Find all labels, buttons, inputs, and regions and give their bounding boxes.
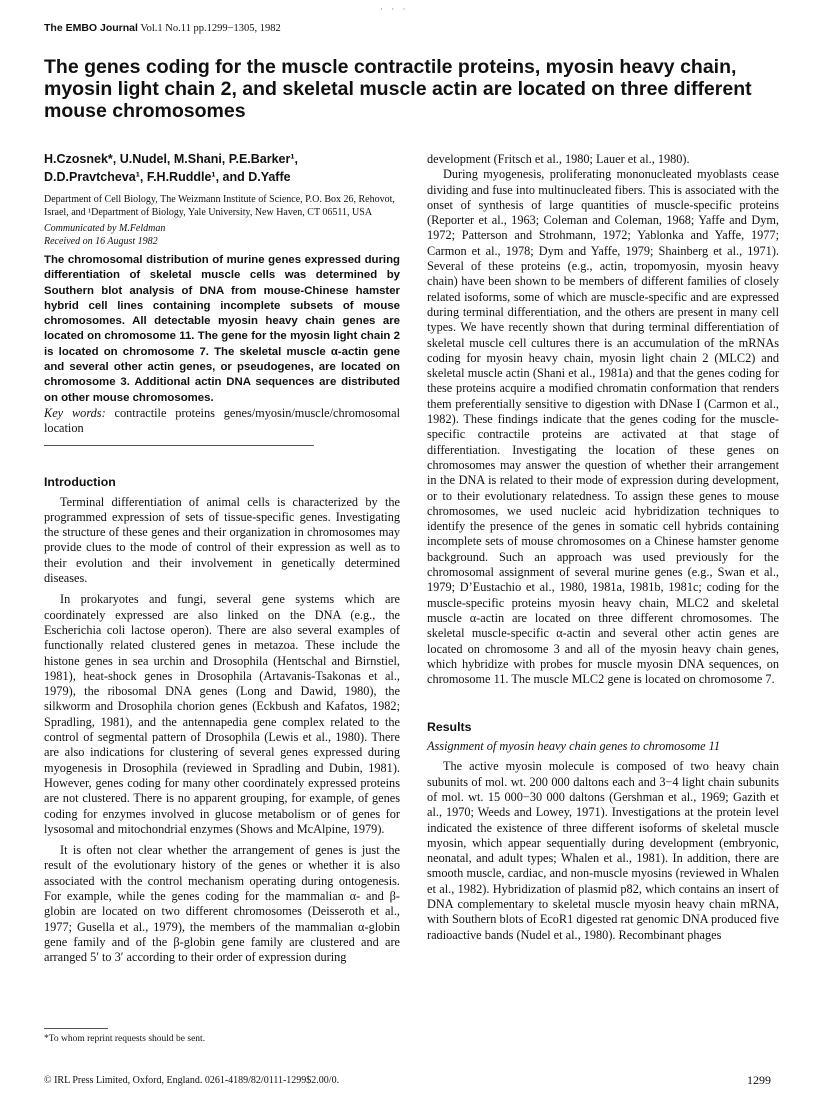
intro-paragraph: In prokaryotes and fungi, several gene systems which are coordinately expressed are also linked on the DNA (e.g., the Escherichia coli lactose operon). There are also several examples of functionally related clustered genes in metazoa. These include the histone genes in sea urchin and Drosophila (Hentschal and Birnstiel, 1981), heat-shock genes in Drosophila (Artavanis-Tsakonas et al., 1979), the ribosomal DNA genes (Long and Dawid, 1980), the silkworm and Drosophila chorion genes (Eckbush and Kafatos, 1982; Spradling, 1981), and the antennapedia gene complex related to the control of segmental pattern of Drosophila (Lewis et al., 1980). There are also indications for clustering of several genes expressed during myogenesis in Drosophila (reviewed in Spradling and Dubin, 1981). However, genes coding for many other coordinately expressed proteins are not clustered. There is no apparent grouping, for example, of genes coding for enzymes involved in glucose metabolism or of genes for lysosomal and mitochondrial enzymes (Shows and McAlpine, 1979). [44, 592, 400, 836]
right-column [427, 152, 779, 943]
abstract: The chromosomal distribution of murine genes expressed during differentiation of skeletal muscle cells was determined by Southern blot analysis of DNA from mouse-Chinese hamster hybrid cell lines containing incomplete subsets of mouse chromosomes. All detectable myosin heavy chain genes are located on chromosome 11. The gene for the myosin light chain 2 is located on chromosome 7. The skeletal muscle α-actin gene and several other actin genes, or pseudogenes, are located on chromosome 3. Additional actin DNA sequences are distributed on other mouse chromosomes. [44, 254, 400, 404]
footnote-divider [44, 1028, 108, 1029]
journal-name: The EMBO Journal [44, 22, 138, 34]
affiliation: Department of Cell Biology, The Weizmann Institute of Science, P.O. Box 26, Rehovot, Israel, and ¹Department of Biology, Yale University, New Haven, CT 06511, USA [44, 194, 395, 218]
received-date: Received on 16 August 1982 [44, 235, 158, 247]
intro-paragraph: Terminal differentiation of animal cells is characterized by the programmed expression of sets of tissue-specific genes. Investigating the structure of these genes and their organization in chromosomes may provide clues to the mode of control of their expression as well as to their evolution and their involvement in genetically determined diseases. [44, 494, 400, 586]
results-heading: Results [427, 720, 472, 735]
body-paragraph: During myogenesis, proliferating mononucleated myoblasts cease dividing and fuse into multinucleated fibers. This is associated with the onset of synthesis of large quantities of muscle-specific proteins (Reporter et al., 1963; Coleman and Coleman, 1968; Yaffe and Dym, 1972; Patterson and Strohmann, 1972; Yablonka and Yaffe, 1977; Carmon et al., 1978; Dym and Yaffe, 1979; Shainberg et al., 1971). Several of these proteins (e.g., actin, tropomyosin, myosin heavy chain) have been shown to be members of different families of closely related isoforms, some of which are muscle-specific and are expressed during terminal differentiation, and the others are present in many cell types. We have recently shown that during terminal differentiation of skeletal muscle cell cultures there is an accumulation of the mRNAs coding for myosin heavy chain, myosin light chain 2 (MLC2) and skeletal muscle actin (Shani et al., 1981a) and that the genes coding for these proteins acquire a modified chromatin conformation that renders them preferentially sensitive to digestion with DNase I (Carmon et al., 1982). These findings indicate that the genes coding for the muscle-specific contractile proteins are activated at that stage of differentiation. Investigating the location of these genes on chromosomes may answer the question of whether their arrangement in the DNA is related to their mode of expression during development, or to their evolutionary relatedness. To assign these genes to mouse chromosomes, we used nucleic acid hybridization techniques to identify the presence of the genes in somatic cell hybrids containing incomplete sets of mouse chromosomes on a Chinese hamster genome background. Such an approach was used previously for the chromosomal assignment of several murine genes (e.g., Swan et al., 1979; D’Eustachio et al., 1980, 1981a, 1981b, 1981c; coding for the muscle-specific proteins myosin heavy chain, MLC2 and skeletal muscle α-actin are located on three different chromosomes. The skeletal muscle-specific α-actin and several other actin genes are located on chromosome 3 and all of the myosin heavy chain genes, which hybridize with probes for muscle myosin DNA sequences, on chromosome 11. The muscle MLC2 gene is located on chromosome 7. [427, 167, 779, 687]
intro-paragraph: It is often not clear whether the arrangement of genes is just the result of the evolutionary history of the genes or whether it is also associated with the control mechanism operating during ontogenesis. For example, while the genes coding for the mammalian α- and β-globin are located on two different chromosomes (Deisseroth et al., 1977; Gusella et al., 1979), the members of the mammalian α-globin gene family and of the β-globin gene family are clustered and are arranged 5′ to 3′ according to their order of expression during [44, 843, 400, 965]
page-number: 1299 [747, 1073, 771, 1087]
results-subheading: Assignment of myosin heavy chain genes to chromosome 11 [427, 739, 721, 754]
keywords [44, 406, 400, 437]
author-list: H.Czosnek*, U.Nudel, M.Shani, P.E.Barker¹, D.D.Pravtcheva¹, F.H.Ruddle¹, and D.Yaffe [44, 152, 299, 184]
copyright-line: © IRL Press Limited, Oxford, England. 0261-4189/82/0111-1299$2.00/0. [44, 1075, 340, 1086]
journal-citation: Vol.1 No.11 pp.1299−1305, 1982 [140, 23, 281, 34]
keywords-label: Key words: [44, 405, 106, 420]
footnote: *To whom reprint requests should be sent. [44, 1034, 206, 1044]
body-paragraph: development (Fritsch et al., 1980; Lauer et al., 1980). [427, 152, 690, 166]
communicated-by: Communicated by M.Feldman [44, 223, 166, 234]
scan-mark: · · · [380, 4, 409, 14]
left-column [44, 150, 400, 965]
introduction-heading: Introduction [44, 474, 116, 489]
keywords-text: contractile proteins genes/myosin/muscle/chromosomal location [44, 405, 400, 436]
journal-header [44, 22, 281, 34]
article-title: The genes coding for the muscle contractile proteins, myosin heavy chain, myosin light chain 2, and skeletal muscle actin are located on three different mouse chromosomes [44, 56, 752, 122]
results-paragraph: The active myosin molecule is composed of two heavy chain subunits of mol. wt. 200 000 daltons each and 3−4 light chain subunits of mol. wt. 15 000−30 000 daltons (Gershman et al., 1969; Gazith et al., 1970; Weeds and Lowey, 1971). Investigations at the protein level indicated the existence of three different isoforms of skeletal muscle myosin, which appear sequentially during development (embryonic, neonatal, and adult types; Whalen et al., 1981). In addition, there are smooth muscle, cardiac, and non-muscle myosins (reviewed in Whalen et al., 1982). Hybridization of plasmid p82, which contains an insert of DNA complementary to skeletal muscle myosin heavy chain mRNA, with Southern blots of EcoR1 digested rat genomic DNA produced five radioactive bands (Nudel et al., 1980). Recombinant phages [427, 759, 779, 942]
